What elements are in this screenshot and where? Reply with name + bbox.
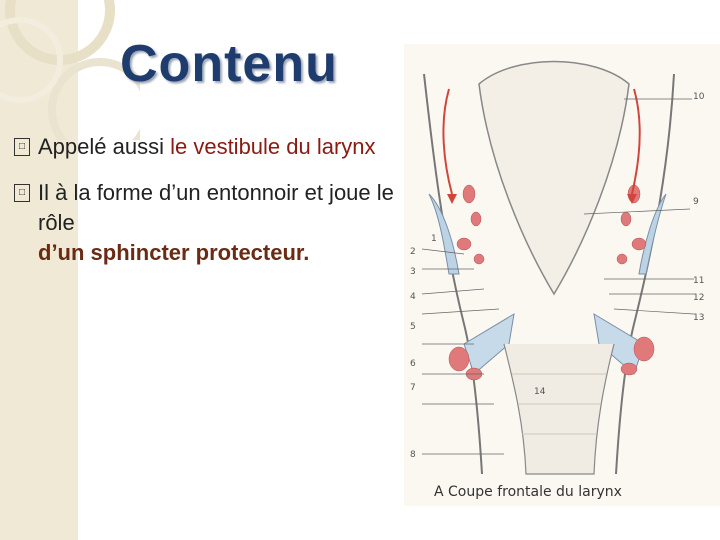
figure-label-5: 5 [410,322,416,332]
figure-label-2: 2 [410,247,416,257]
larynx-diagram [404,44,720,506]
figure-label-4: 4 [410,292,416,302]
figure-label-12: 12 [693,293,705,303]
figure-label-1: 1 [431,234,437,244]
figure-label-13: 13 [693,313,705,323]
decorative-swirls [0,0,140,140]
bullet-1-highlight: le vestibule du larynx [170,134,376,159]
bullet-2-text: Il à la forme d’un entonnoir et joue le rôle [38,180,394,235]
bullet-2-emphasis: d’un sphincter protecteur. [38,240,310,265]
figure-label-9: 9 [693,197,699,207]
figure-label-3: 3 [410,267,416,277]
bullet-1-text: Appelé aussi [38,134,171,159]
bullet-item-2 [14,178,404,268]
figure-label-8: 8 [410,450,416,460]
larynx-illustration [404,44,720,506]
figure-label-6: 6 [410,359,416,369]
figure-label-14: 14 [534,387,546,397]
bullet-box-icon: □ [14,184,30,202]
figure-label-11: 11 [693,276,705,286]
slide-title: Contenu [120,35,338,93]
bullet-item-1 [14,132,404,162]
figure-caption: A Coupe frontale du larynx [434,484,622,500]
bullet-list [14,132,404,284]
figure-label-7: 7 [410,383,416,393]
figure-label-10: 10 [693,92,705,102]
bullet-box-icon: □ [14,138,30,156]
